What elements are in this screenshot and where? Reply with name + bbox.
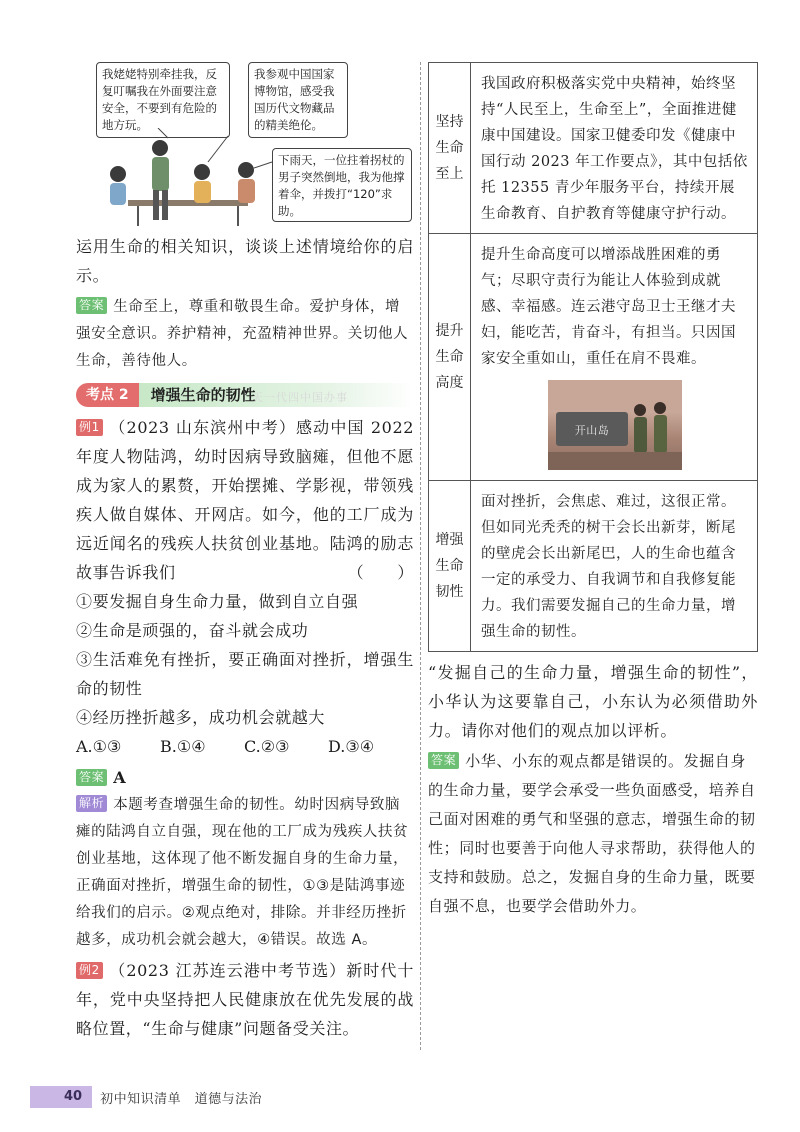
- table-row: [429, 234, 757, 481]
- kaodian-label: 考点 2: [76, 383, 139, 407]
- table-row: [429, 63, 757, 234]
- island-sign-text: 开山岛: [574, 424, 610, 437]
- row-content: 提升生命高度可以增添战胜困难的勇气；尽职守责行为能让人体验到成就感、幸福感。连云港守岛卫士王继才夫妇，能吃苦，肯奋斗，有担当。只因国家安全重如山，重任在肩不畏难。: [481, 247, 736, 367]
- example-1-text: （2023 山东滨州中考）感动中国 2022 年度人物陆鸿，幼时因病导致脑瘫，但他不愿成为家人的累赘，开始摆摊、学影视，带领残疾人做自媒体、开网店。如今，他的工厂成为远近闻名的残疾人扶贫创业基地。陆鸿的励志故事告诉我们: [76, 418, 414, 582]
- example-2-text: （2023 江苏连云港中考节选）新时代十年，党中央坚持把人民健康放在优先发展的战略位置，“生命与健康”问题备受关注。: [76, 961, 414, 1038]
- row-heading: 提升生命高度: [435, 323, 464, 391]
- answer-tag: 答案: [76, 769, 107, 786]
- scenario-illustration: [76, 62, 414, 232]
- answer-text: 小华、小东的观点都是错误的。发掘自身的生命力量，要学会承受一些负面感受，培养自己面对困难的勇气和坚强的意志，增强生命的韧性；同时也要善于向他人寻求帮助，获得他人的支持和鼓励。总之，发掘自身的生命力量，既要自强不息，也要学会借助外力。: [428, 752, 756, 915]
- option-a: A.①③: [76, 737, 122, 756]
- answer-letter: A: [113, 768, 127, 787]
- option-b: B.①④: [160, 737, 206, 756]
- answer-text: 生命至上，尊重和敬畏生命。爱护身体，增强安全意识。养护精神，充盈精神世界。关切他人生命，善待他人。: [76, 299, 409, 369]
- answer-tag: 答案: [428, 752, 459, 769]
- left-column: [76, 62, 414, 1043]
- option-d: D.③④: [328, 737, 375, 756]
- page-number: 40: [30, 1086, 92, 1108]
- kaodian-ghost-text: 天一代四中国办事: [252, 391, 348, 404]
- question-text: 运用生命的相关知识，谈谈上述情境给你的启示。: [76, 237, 414, 285]
- analysis-tag: 解析: [76, 795, 107, 812]
- example-2-tag: 例2: [76, 962, 103, 979]
- speech-bubble-rain: 下雨天，一位拄着拐杖的男子突然倒地，我为他撑着伞，并拨打“120”求助。: [272, 148, 412, 222]
- statement-3: ③生活难免有挫折，要正确面对挫折，增强生命的韧性: [76, 650, 414, 698]
- statement-2: ②生命是顽强的，奋斗就会成功: [76, 621, 309, 640]
- analysis-text: 本题考查增强生命的韧性。幼时因病导致脑瘫的陆鸿自立自强，现在他的工厂成为残疾人扶贫创业基地，这体现了他不断发掘自身的生命力量，正确面对挫折，增强生命的韧性，①③是陆鸿事迹给我们的启示。②观点绝对，排除。并非经历挫折越多，成功机会就会越大，④错误。故选 A。: [76, 797, 409, 948]
- answer-block-3: [428, 747, 758, 921]
- row-content: 面对挫折，会焦虑、难过，这很正常。但如同光秃秃的树干会长出新芽，断尾的壁虎会长出新尾巴，人的生命也蕴含一定的承受力、自我调节和自我修复能力。我们需要发掘自己的生命力量，增强生命的韧性。: [481, 494, 736, 640]
- answer-tag: 答案: [76, 297, 107, 314]
- answer-block-2: [76, 763, 414, 792]
- column-divider: [420, 62, 421, 1050]
- island-guards-photo: [548, 380, 682, 470]
- row-heading: 坚持生命至上: [435, 114, 464, 182]
- answer-block-1: [76, 294, 414, 375]
- speech-bubble-museum: 我参观中国国家博物馆，感受我国历代文物藏品的精美绝伦。: [248, 62, 348, 138]
- table-row: [429, 481, 757, 651]
- page-footer: [30, 1086, 262, 1108]
- answer-bracket: （ ）: [347, 563, 414, 582]
- kaodian-header: [76, 383, 414, 407]
- material-table: [428, 62, 758, 652]
- choice-options: [76, 732, 414, 761]
- row-content: 我国政府积极落实党中央精神，始终坚持“人民至上，生命至上”，全面推进健康中国建设。国家卫健委印发《健康中国行动 2023 年工作要点》，其中包括依托 12355 青少年服务平台，持续开展生命教育、自护教育等健康守护行动。: [481, 76, 748, 222]
- speech-bubble-grandma: 我姥姥特别牵挂我，反复叮嘱我在外面要注意安全，不要到有危险的地方玩。: [96, 62, 230, 138]
- kaodian-title: 增强生命的韧性: [139, 383, 414, 407]
- example-1-tag: 例1: [76, 419, 103, 436]
- right-column: [428, 62, 758, 921]
- book-title: 初中知识清单 道德与法治: [100, 1091, 263, 1107]
- example-2: [76, 956, 414, 1043]
- row-heading: 增强生命韧性: [435, 532, 464, 600]
- statement-1: ①要发掘自身生命力量，做到自立自强: [76, 592, 359, 611]
- statement-4: ④经历挫折越多，成功机会就越大: [76, 708, 326, 727]
- example-1: [76, 413, 414, 587]
- students-discussion-illustration: [98, 128, 278, 228]
- right-question: “发掘自己的生命力量，增强生命的韧性”，小华认为这要靠自己，小东认为必须借助外力。请你对他们的观点加以评析。: [428, 663, 758, 740]
- option-c: C.②③: [244, 737, 290, 756]
- analysis-block: [76, 792, 414, 954]
